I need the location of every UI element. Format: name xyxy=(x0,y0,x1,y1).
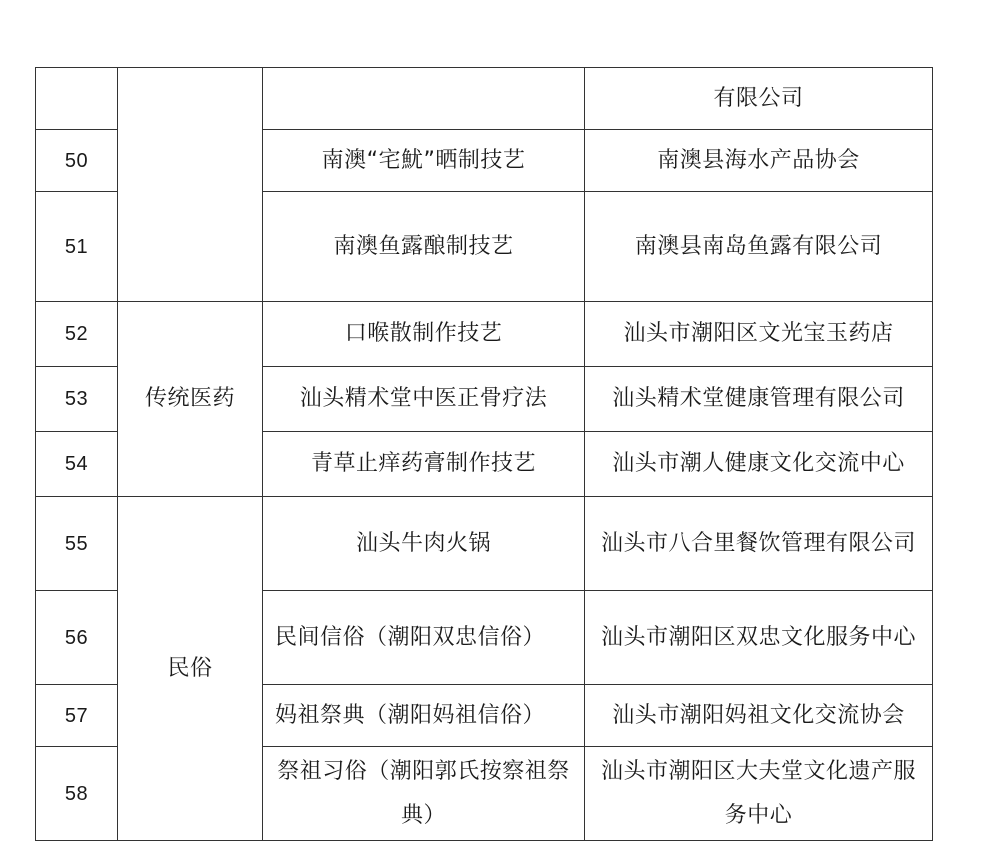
row-number: 52 xyxy=(36,302,118,367)
protection-unit: 南澳县海水产品协会 xyxy=(585,130,933,192)
project-name: 妈祖祭典（潮阳妈祖信俗） xyxy=(263,685,585,747)
heritage-table xyxy=(35,67,933,841)
table-row xyxy=(36,497,933,591)
row-number: 56 xyxy=(36,591,118,685)
protection-unit: 汕头市潮人健康文化交流中心 xyxy=(585,432,933,497)
protection-unit: 汕头市潮阳区文光宝玉药店 xyxy=(585,302,933,367)
protection-unit: 汕头市潮阳区双忠文化服务中心 xyxy=(585,591,933,685)
row-number: 58 xyxy=(36,747,118,841)
project-name: 祭祖习俗（潮阳郭氏按察祖祭典） xyxy=(263,747,585,841)
project-name: 青草止痒药膏制作技艺 xyxy=(263,432,585,497)
row-number: 55 xyxy=(36,497,118,591)
protection-unit: 汕头市八合里餐饮管理有限公司 xyxy=(585,497,933,591)
row-number: 50 xyxy=(36,130,118,192)
row-number: 54 xyxy=(36,432,118,497)
project-name: 南澳“宅魷”晒制技艺 xyxy=(263,130,585,192)
protection-unit: 南澳县南岛鱼露有限公司 xyxy=(585,192,933,302)
protection-unit: 汕头市潮阳妈祖文化交流协会 xyxy=(585,685,933,747)
project-name: 口喉散制作技艺 xyxy=(263,302,585,367)
row-number xyxy=(36,68,118,130)
category-cell: 民俗 xyxy=(118,497,263,841)
row-number: 57 xyxy=(36,685,118,747)
row-number: 53 xyxy=(36,367,118,432)
table-row xyxy=(36,68,933,130)
protection-unit: 汕头精术堂健康管理有限公司 xyxy=(585,367,933,432)
project-name: 汕头精术堂中医正骨疗法 xyxy=(263,367,585,432)
project-name: 民间信俗（潮阳双忠信俗） xyxy=(263,591,585,685)
category-cell xyxy=(118,68,263,302)
table-row xyxy=(36,302,933,367)
project-name: 汕头牛肉火锅 xyxy=(263,497,585,591)
project-name: 南澳鱼露酿制技艺 xyxy=(263,192,585,302)
protection-unit: 汕头市潮阳区大夫堂文化遗产服务中心 xyxy=(585,747,933,841)
category-cell: 传统医药 xyxy=(118,302,263,497)
protection-unit: 有限公司 xyxy=(585,68,933,130)
row-number: 51 xyxy=(36,192,118,302)
project-name xyxy=(263,68,585,130)
